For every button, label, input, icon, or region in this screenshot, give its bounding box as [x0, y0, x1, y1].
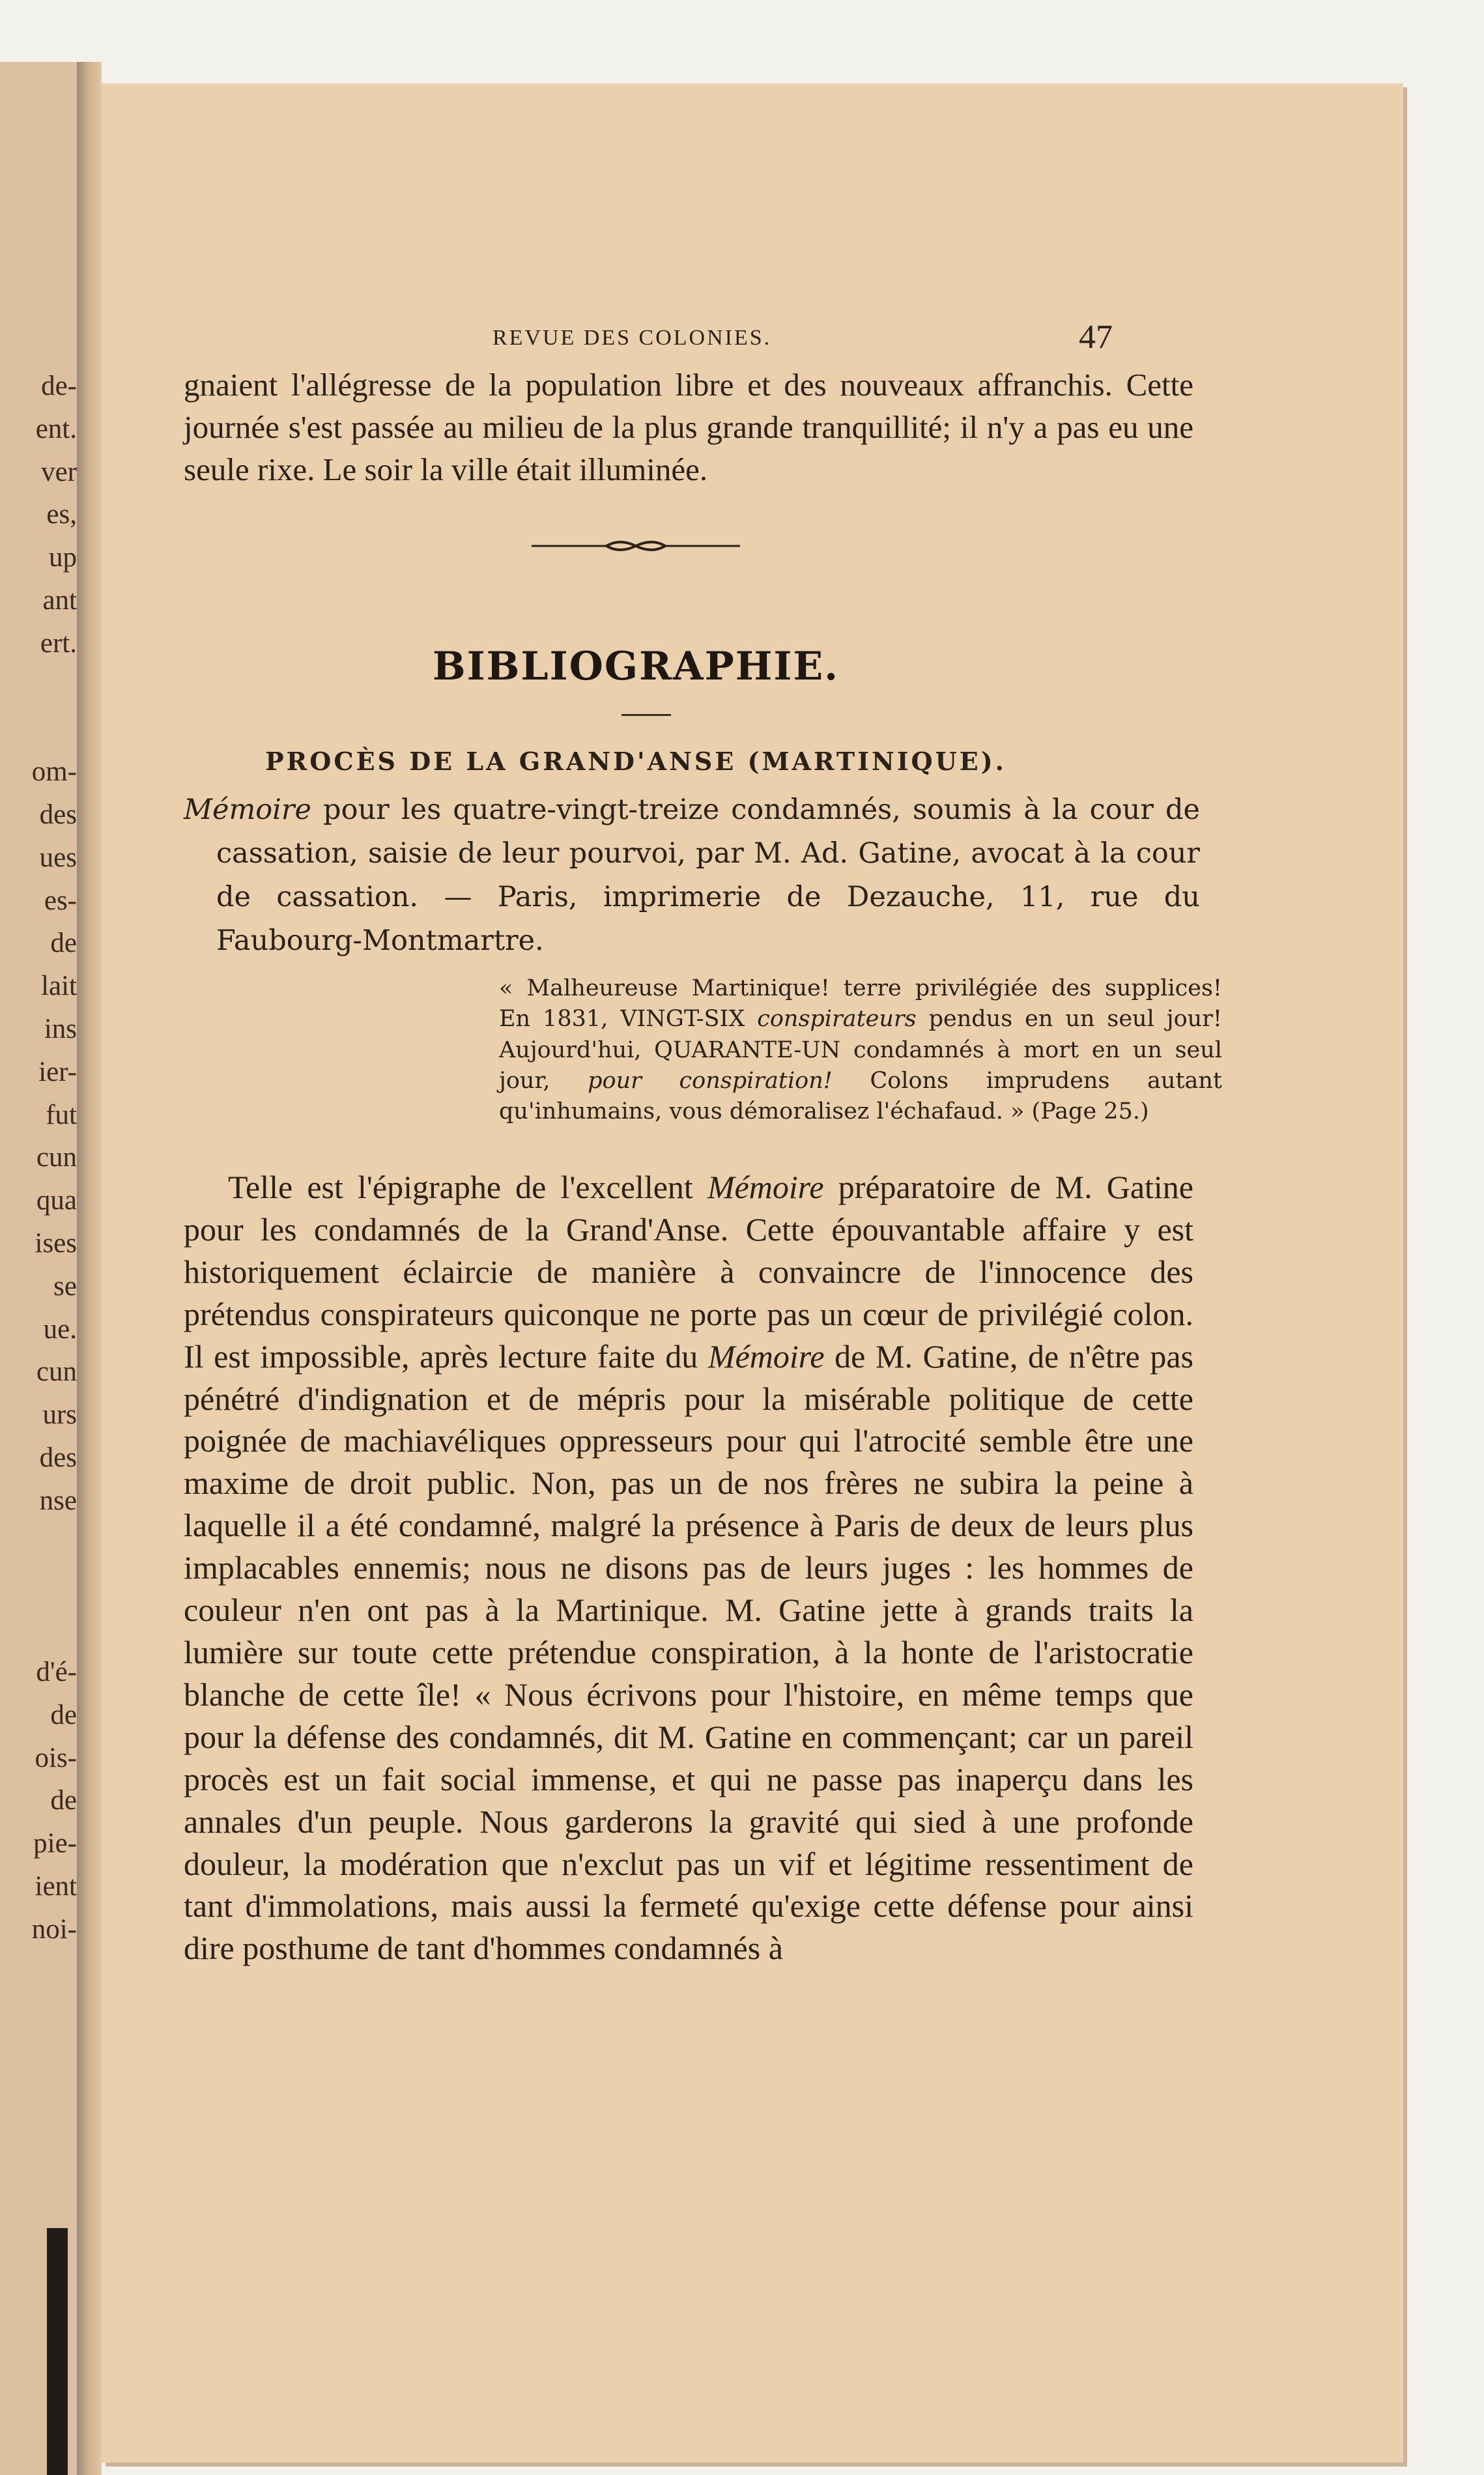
left-page-fragment: ue. — [43, 1313, 77, 1345]
section-subheading: PROCÈS DE LA GRAND'ANSE (MARTINIQUE). — [265, 747, 1006, 776]
body-part-1: Telle est l'épigraphe de l'excellent — [228, 1169, 707, 1205]
right-page — [102, 83, 1403, 2463]
left-page-fragment: cun — [36, 1356, 77, 1388]
body-part-2: préparatoire de M. Gatine pour les condamnés de la Grand'Anse. Cette épouvantable affaire y est historiquement éclaircie de manière à convaincre de l'innocence des prétendus conspirateurs quiconque ne porte pas un cœur de privilégié colon. Il est impossible, après lecture faite du — [184, 1169, 1193, 1375]
left-page-fragment: des — [39, 799, 77, 830]
opening-paragraph: gnaient l'allégresse de la population libre et des nouveaux affranchis. Cette journée s'est passée au milieu de la plus grande tranquillité; il n'y a pas eu une seule rixe. Le soir la ville était illuminée. — [184, 367, 1193, 487]
left-page-fragment: up — [49, 542, 77, 573]
left-page-fragment: ert. — [40, 627, 77, 659]
left-page-edge — [0, 62, 79, 2475]
left-page-fragment: ier- — [38, 1056, 77, 1087]
citation-title: Mémoire — [184, 794, 311, 826]
left-page-fragment: fut — [46, 1099, 77, 1130]
epigraph-part-2: pendus en un seul jour! Aujourd'hui, QUARANTE-UN condamnés à mort en un seul jour, — [499, 1006, 1222, 1094]
ribbon-bookmark — [47, 2228, 68, 2475]
epigraph-part-3: Colons imprudens autant qu'inhumains, vous démoralisez l'échafaud. » (Page 25.) — [499, 1067, 1222, 1125]
left-page-fragment — [0, 1565, 77, 1608]
epigraph — [499, 973, 1222, 1127]
citation-text: pour les quatre-vingt-treize condamnés, soumis à la cour de cassation, saisie de leur pourvoi, par M. Ad. Gatine, avocat à la cour de cassation. — Paris, imprimerie de Dezauche, 11, rue du Faubourg-Montmartre. — [216, 794, 1200, 957]
epigraph-part-1: « Malheureuse Martinique! terre privilégiée des supplices! En 1831, VINGT-SIX — [499, 975, 1222, 1033]
left-page-fragment: cun — [36, 1142, 77, 1173]
left-page-fragment: ins — [44, 1013, 77, 1044]
left-page-fragment: noi- — [31, 1913, 77, 1945]
left-page-fragment: ent. — [35, 413, 77, 444]
left-page-text-fragments — [0, 365, 77, 1951]
main-paragraph — [184, 1166, 1193, 1969]
left-page-fragment: nse — [39, 1485, 77, 1516]
heading-rule — [621, 714, 671, 716]
left-page-fragment — [0, 1608, 77, 1651]
left-page-fragment: d'é- — [36, 1656, 77, 1687]
section-heading: BIBLIOGRAPHIE. — [432, 644, 840, 689]
page-number: 47 — [1079, 319, 1113, 356]
left-page-fragment: ises — [35, 1227, 77, 1259]
left-page-fragment: om- — [31, 756, 77, 788]
left-page-fragment: es- — [44, 885, 77, 916]
left-page-fragment: lait — [41, 971, 77, 1002]
left-page-fragment: de — [50, 1785, 77, 1816]
body-italic-2: Mémoire — [707, 1338, 825, 1375]
epigraph-italic-1: conspirateurs — [757, 1006, 917, 1033]
left-page-fragment: qua — [36, 1185, 77, 1216]
left-page-fragment: de — [50, 928, 77, 959]
left-page-fragment: de — [50, 1699, 77, 1730]
left-page-fragment: de- — [41, 371, 77, 401]
book-gutter — [77, 62, 102, 2475]
left-page-fragment: es, — [46, 499, 77, 530]
body-part-3: de M. Gatine, de n'être pas pénétré d'indignation et de mépris pour la misérable politique de cette poignée de machiavéliques oppresseurs pour qui l'atrocité semble être une maxime de droit public. Non, pas un de nos frères ne subira la peine à laquelle il a été condamné, malgré la présence à Paris de deux de leurs plus implacables ennemis; nous ne disons pas de leurs juges : les hommes de couleur n'en ont pas à la Martinique. M. Gatine jette à grands traits la lumière sur toute cette prétendue conspiration, à la honte de l'aristocratie blanche de cette île! « Nous écrivons pour l'histoire, en même temps que pour la défense des condamnés, dit M. Gatine en commençant; car un pareil procès est un fait social immense, et qui ne passe pas inaperçu dans les annales d'un peuple. Nous garderons la gravité qui sied à une profonde douleur, la modération que n'exclut pas un vif et légitime ressentiment de tant d'immolations, mais aussi la fermeté qu'exige cette défense pour ainsi dire posthume de tant d'hommes condamnés à — [184, 1338, 1193, 1967]
running-title: REVUE DES COLONIES. — [492, 326, 772, 350]
left-page-fragment: ues — [39, 842, 77, 873]
left-page-fragment — [0, 708, 77, 751]
bibliographic-citation — [184, 788, 1200, 963]
ornament-divider — [532, 536, 740, 556]
left-page-fragment: ant — [42, 584, 77, 616]
left-page-fragment — [0, 1523, 77, 1566]
left-page-fragment: ois- — [35, 1742, 77, 1773]
left-page-fragment: urs — [42, 1399, 77, 1431]
left-page-fragment — [0, 665, 77, 708]
body-italic-1: Mémoire — [707, 1169, 824, 1205]
epigraph-italic-2: pour conspiration! — [588, 1067, 833, 1094]
left-page-fragment: ient — [35, 1870, 77, 1902]
left-page-fragment: pie- — [33, 1828, 77, 1859]
left-page-fragment: des — [39, 1442, 77, 1473]
running-header — [102, 318, 1403, 364]
left-page-fragment: ver — [41, 456, 77, 487]
left-page-fragment: se — [53, 1270, 77, 1302]
